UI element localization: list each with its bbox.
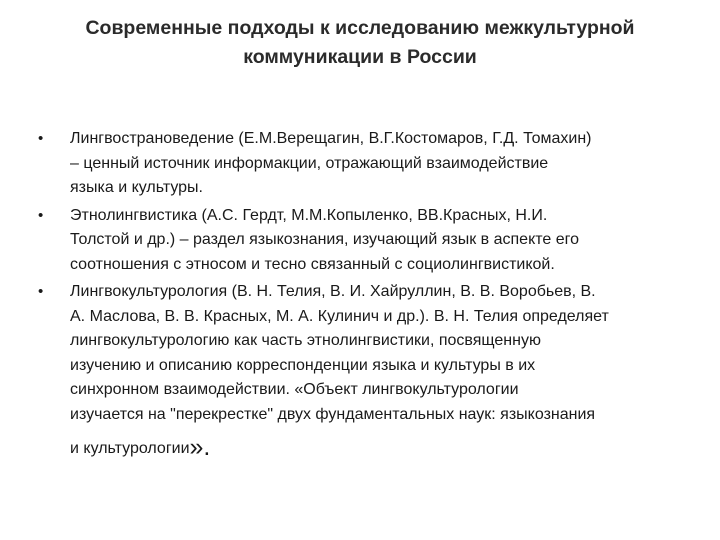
bullet-line: изучается на "перекрестке" двух фундаментальных наук: языкознания [70, 405, 596, 423]
bullet-item-etnolingvistika [38, 204, 688, 278]
bullet-text: (В. Н. Телия, В. И. Хайруллин, В. В. Воробьев, В. [227, 283, 596, 300]
bullet-line [70, 435, 688, 462]
bullet-item-lingvostranovedenie [38, 127, 688, 201]
bullet-dot-icon: • [38, 206, 44, 224]
bullet-line: синхронном взаимодействии. «Объект лингвокультурологии [70, 381, 519, 398]
slide-title [40, 14, 680, 72]
bullet-line: А. Маслова, В. В. Красных, М. А. Кулинич и др.). В. Н. Телия определяет [70, 307, 609, 325]
bullet-text: (А.С. Гердт, М.М.Копыленко, ВВ.Красных, Н.И. [197, 206, 548, 224]
bullet-term: Этнолингвистика [70, 206, 198, 224]
slide-title-line-1: Современные подходы к исследованию межкультурной [85, 17, 635, 39]
closing-quote: ». [189, 433, 211, 461]
slide-title-line-2: коммуникации в России [243, 46, 477, 68]
bullet-dot-icon: • [38, 283, 44, 300]
bullet-line: соотношения с этносом и тесно связанный с социолингвистикой. [70, 255, 555, 273]
bullet-term: Лингвострановедение [70, 130, 234, 147]
bullet-item-lingvokulturologiya [38, 280, 688, 462]
bullet-term: Лингвокультурология [70, 283, 228, 300]
bullet-dot-icon: • [38, 130, 44, 147]
bullet-list [38, 127, 688, 465]
bullet-line [70, 127, 688, 152]
bullet-line [70, 280, 688, 305]
bullet-line: лингвокультурологию как часть этнолингвистики, посвященную [70, 332, 541, 349]
bullet-line: изучению и описанию корреспонденции языка и культуры в их [70, 356, 536, 374]
bullet-line: – ценный источник информакции, отражающий взаимодействие [70, 154, 549, 172]
bullet-line: Толстой и др.) – раздел языкознания, изучающий язык в аспекте его [70, 231, 580, 248]
bullet-text: и культурологии [70, 440, 190, 457]
bullet-text: (Е.М.Верещагин, В.Г.Костомаров, Г.Д. Томахин) [233, 130, 592, 147]
bullet-line: языка и культуры. [70, 179, 203, 196]
bullet-line [70, 204, 688, 229]
